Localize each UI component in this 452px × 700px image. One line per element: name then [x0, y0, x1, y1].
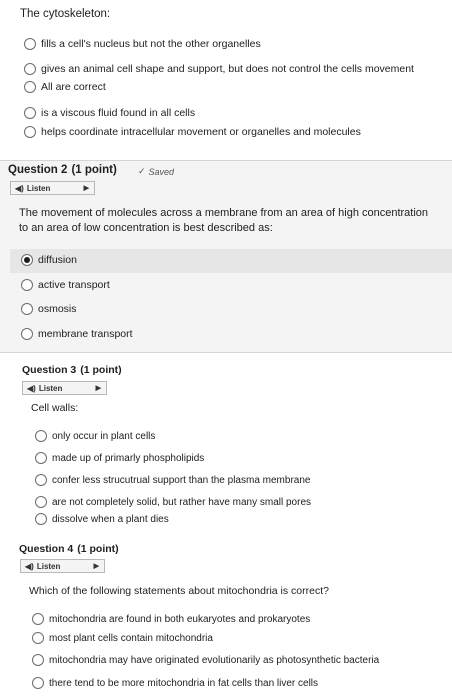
question-1-stem: The cytoskeleton: [20, 8, 111, 20]
q2-option-1[interactable] [21, 254, 77, 266]
option-label: osmosis [38, 303, 77, 315]
option-label: is a viscous fluid found in all cells [41, 107, 196, 119]
question-points: (1 point) [71, 164, 117, 176]
question-2-heading [8, 164, 117, 176]
option-label: All are correct [41, 81, 106, 93]
q1-option-3[interactable] [24, 81, 106, 93]
listen-button[interactable] [22, 381, 107, 395]
play-icon: ▶ [93, 563, 99, 570]
radio-button[interactable] [21, 303, 33, 315]
radio-button[interactable] [35, 474, 47, 486]
saved-label: Saved [148, 166, 175, 177]
play-icon: ▶ [83, 185, 89, 192]
q3-option-4[interactable] [35, 496, 311, 508]
radio-button[interactable] [35, 452, 47, 464]
option-label: active transport [38, 279, 110, 291]
option-label: mitochondria are found in both eukaryotes and prokaryotes [49, 613, 311, 625]
q3-option-2[interactable] [35, 452, 204, 464]
option-label: membrane transport [38, 328, 133, 340]
question-2-stem [19, 206, 428, 236]
checkmark-icon: ✓ [138, 166, 146, 176]
speaker-icon: ◀) [15, 183, 24, 193]
q3-option-1[interactable] [35, 430, 155, 442]
option-label: there tend to be more mitochondria in fat cells than liver cells [49, 677, 319, 689]
q2-option-3[interactable] [21, 303, 77, 315]
option-label: made up of primarly phospholipids [52, 452, 205, 464]
question-points: (1 point) [80, 364, 122, 376]
stem-line: to an area of low concentration is best described as: [19, 222, 273, 234]
q1-option-2[interactable] [24, 63, 414, 75]
stem-line: The movement of molecules across a membrane from an area of high concentration [19, 207, 429, 219]
q2-option-2[interactable] [21, 279, 110, 291]
q2-option-4[interactable] [21, 328, 133, 340]
listen-label: Listen [26, 183, 51, 193]
option-label: confer less strucutrual support than the plasma membrane [52, 474, 311, 486]
option-label: mitochondria may have originated evolutionarily as photosynthetic bacteria [49, 654, 380, 666]
saved-indicator [138, 166, 174, 177]
option-label: gives an animal cell shape and support, but does not control the cells movement [41, 63, 414, 75]
divider [0, 160, 452, 161]
q1-option-4[interactable] [24, 107, 195, 119]
question-points: (1 point) [77, 543, 119, 555]
q3-option-5[interactable] [35, 513, 169, 525]
radio-button[interactable] [32, 654, 44, 666]
option-label: diffusion [38, 254, 77, 266]
option-label: only occur in plant cells [52, 430, 156, 442]
question-3-heading [22, 364, 122, 376]
q4-option-4[interactable] [32, 677, 318, 689]
q1-option-1[interactable] [24, 38, 261, 50]
radio-button[interactable] [24, 107, 36, 119]
q1-option-5[interactable] [24, 126, 361, 138]
option-label: dissolve when a plant dies [52, 513, 169, 525]
option-label: are not completely solid, but rather have many small pores [52, 496, 312, 508]
radio-button[interactable] [35, 430, 47, 442]
q4-option-2[interactable] [32, 632, 213, 644]
radio-button[interactable] [21, 279, 33, 291]
question-title: Question 4 [19, 543, 74, 555]
play-icon: ▶ [95, 385, 101, 392]
radio-button[interactable] [32, 677, 44, 689]
divider [0, 352, 452, 353]
radio-button[interactable] [24, 81, 36, 93]
radio-button[interactable] [32, 613, 44, 625]
option-label: helps coordinate intracellular movement or organelles and molecules [41, 126, 361, 138]
radio-button-selected[interactable] [21, 254, 33, 266]
listen-label: Listen [38, 383, 63, 393]
speaker-icon: ◀) [25, 561, 34, 571]
radio-button[interactable] [35, 513, 47, 525]
question-4-heading [19, 543, 119, 555]
radio-button[interactable] [24, 63, 36, 75]
question-title: Question 2 [8, 164, 68, 176]
speaker-icon: ◀) [27, 383, 36, 393]
radio-button[interactable] [24, 38, 36, 50]
radio-button[interactable] [24, 126, 36, 138]
listen-label: Listen [36, 561, 61, 571]
option-label: most plant cells contain mitochondria [49, 632, 213, 644]
radio-button[interactable] [35, 496, 47, 508]
listen-button[interactable] [20, 559, 105, 573]
listen-button[interactable] [10, 181, 95, 195]
radio-button[interactable] [32, 632, 44, 644]
radio-button[interactable] [21, 328, 33, 340]
question-3-stem: Cell walls: [31, 402, 79, 414]
question-4-stem: Which of the following statements about mitochondria is correct? [29, 585, 329, 597]
option-label: fills a cell's nucleus but not the other organelles [41, 38, 261, 50]
q3-option-3[interactable] [35, 474, 310, 486]
q4-option-3[interactable] [32, 654, 379, 666]
question-title: Question 3 [22, 364, 77, 376]
q4-option-1[interactable] [32, 613, 310, 625]
